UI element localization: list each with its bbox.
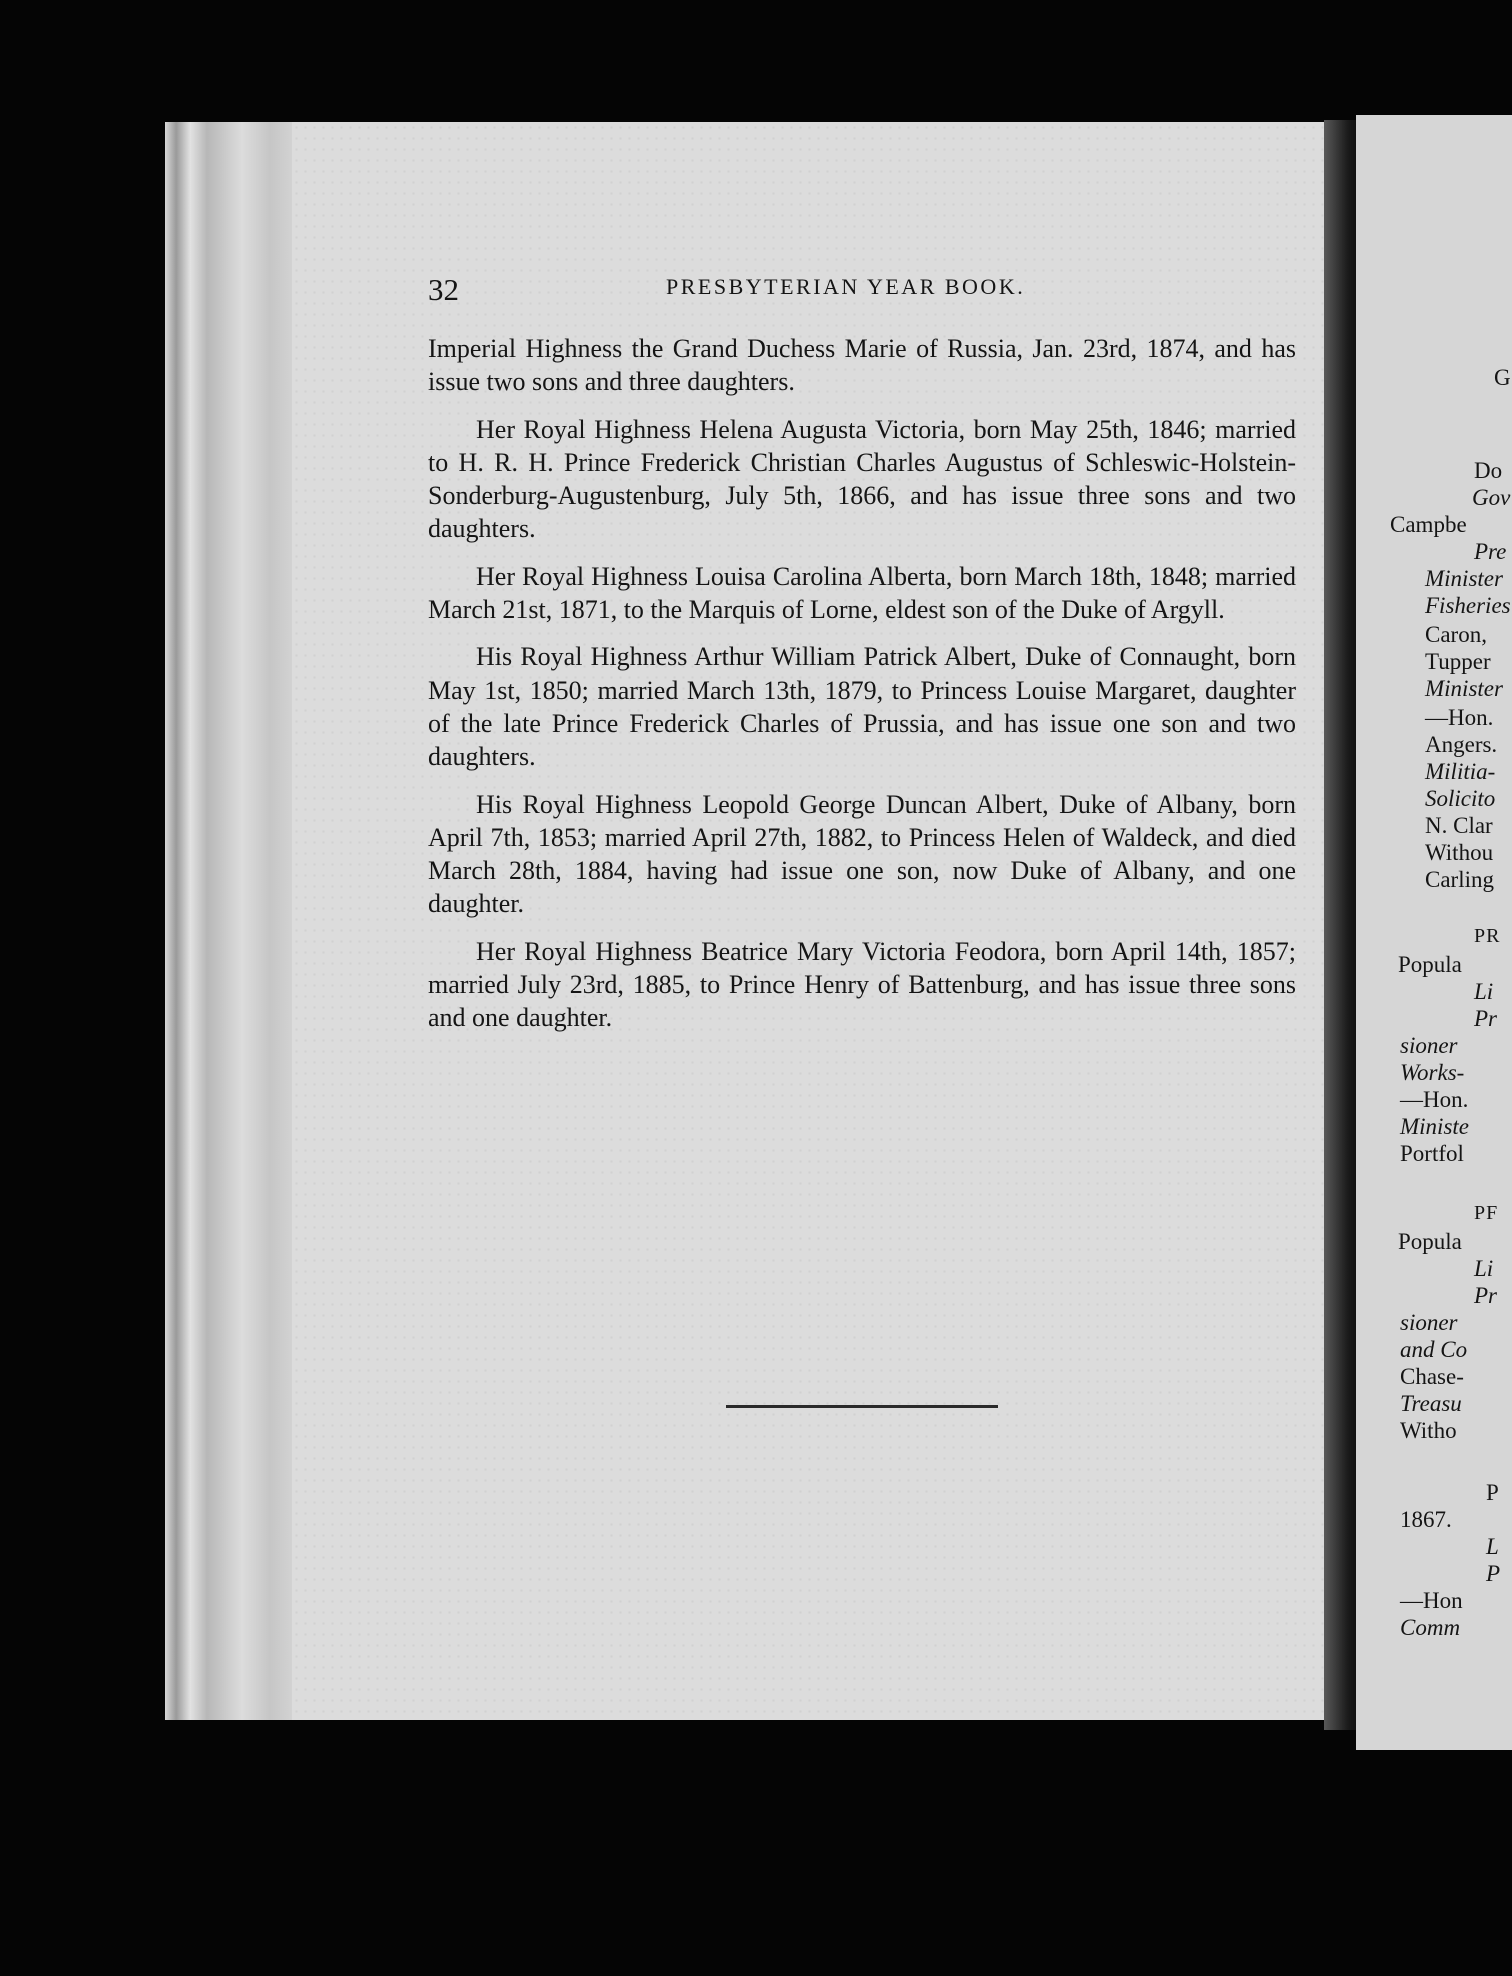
page-header [428,272,1328,312]
page-edge [165,122,305,1720]
paragraph: Her Royal Highness Helena Augusta Victoria, born May 25th, 1846; married to H. R. H. Prince Frederick Christian Charles Augustus of Schleswic-Holstein-Sonderburg-Augustenburg, July 5th, 1866, and has issue three sons and two daughters. [428,414,1296,544]
facing-page-fragment: Gov [1472,485,1511,510]
facing-page-fragment: sioner [1400,1310,1458,1335]
facing-page-fragment: PF [1474,1202,1499,1224]
paragraph: His Royal Highness Leopold George Duncan Albert, Duke of Albany, born April 7th, 1853; married April 27th, 1882, to Princess Helen of Waldeck, and died March 28th, 1884, having had issue one son, now Duke of Albany, and one daughter. [428,789,1296,919]
facing-page-fragment: Minister [1425,676,1503,701]
facing-page-fragment: Tupper [1425,649,1491,674]
facing-page-fragment: Pre [1474,539,1507,564]
facing-page-fragment: PR [1474,925,1501,947]
section-divider-rule [726,1405,998,1408]
facing-page-fragment: Do [1474,458,1503,483]
facing-page-fragment: —Hon. [1425,705,1494,730]
facing-page-fragment: Treasu [1400,1391,1462,1416]
facing-page-fragment: Carling [1425,867,1494,892]
facing-page-fragment: Pr [1474,1283,1497,1308]
facing-page-fragment: Solicito [1425,786,1496,811]
facing-page-fragment: Works- [1400,1060,1465,1085]
facing-page-fragment: Minister [1425,566,1503,591]
facing-page-fragment: Chase- [1400,1364,1464,1389]
paragraph: His Royal Highness Arthur William Patrick Albert, Duke of Connaught, born May 1st, 1850; married March 13th, 1879, to Princess Louise Margaret, daughter of the late Prince Frederick Charles of Prussia, and has issue one son and two daughters. [428,642,1296,772]
facing-page-fragment: Ministe [1400,1114,1469,1139]
facing-page-fragment: sioner [1400,1033,1458,1058]
paragraph: Her Royal Highness Beatrice Mary Victoria Feodora, born April 14th, 1857; married July 23rd, 1885, to Prince Henry of Battenburg, and has issue three sons and one daughter. [428,936,1296,1033]
facing-page-fragment: Fisheries [1425,593,1511,618]
facing-page-fragment: Campbe [1390,512,1467,537]
facing-page-fragment: Li [1474,979,1494,1004]
paragraph: Imperial Highness the Grand Duchess Marie of Russia, Jan. 23rd, 1874, and has issue two sons and three daughters. [428,334,1296,397]
facing-page-fragment: —Hon [1400,1588,1463,1613]
facing-page-fragment: Caron, [1425,622,1487,647]
facing-page-fragment: Withou [1425,840,1494,865]
paragraph: Her Royal Highness Louisa Carolina Alberta, born March 18th, 1848; married March 21st, 1871, to the Marquis of Lorne, eldest son of the Duke of Argyll. [428,561,1296,625]
facing-page-fragment: 1867. [1400,1507,1452,1532]
book-page [292,122,1324,1720]
facing-page-fragment: —Hon. [1400,1087,1469,1112]
facing-page-fragment: Li [1474,1256,1494,1281]
facing-page-fragment: Popula [1398,952,1462,977]
facing-page-fragment: Angers. [1425,732,1498,757]
facing-page-fragment: P [1486,1480,1499,1505]
facing-page-fragment: N. Clar [1425,813,1493,838]
facing-page [1356,115,1512,1750]
facing-page-fragment: Pr [1474,1006,1497,1031]
page-body [428,332,1296,1049]
facing-page-fragment: and Co [1400,1337,1468,1362]
running-head: PRESBYTERIAN YEAR BOOK. [666,274,1026,299]
facing-page-fragment: Portfol [1400,1141,1464,1166]
facing-page-fragment: L [1486,1534,1499,1559]
facing-page-fragment: P [1486,1561,1501,1586]
facing-page-fragment: Popula [1398,1229,1462,1254]
facing-page-fragment: Comm [1400,1615,1461,1640]
facing-page-fragment: G [1494,365,1511,390]
page-number: 32 [428,272,459,307]
facing-page-fragment: Militia- [1425,759,1496,784]
facing-page-fragment: Witho [1400,1418,1457,1443]
